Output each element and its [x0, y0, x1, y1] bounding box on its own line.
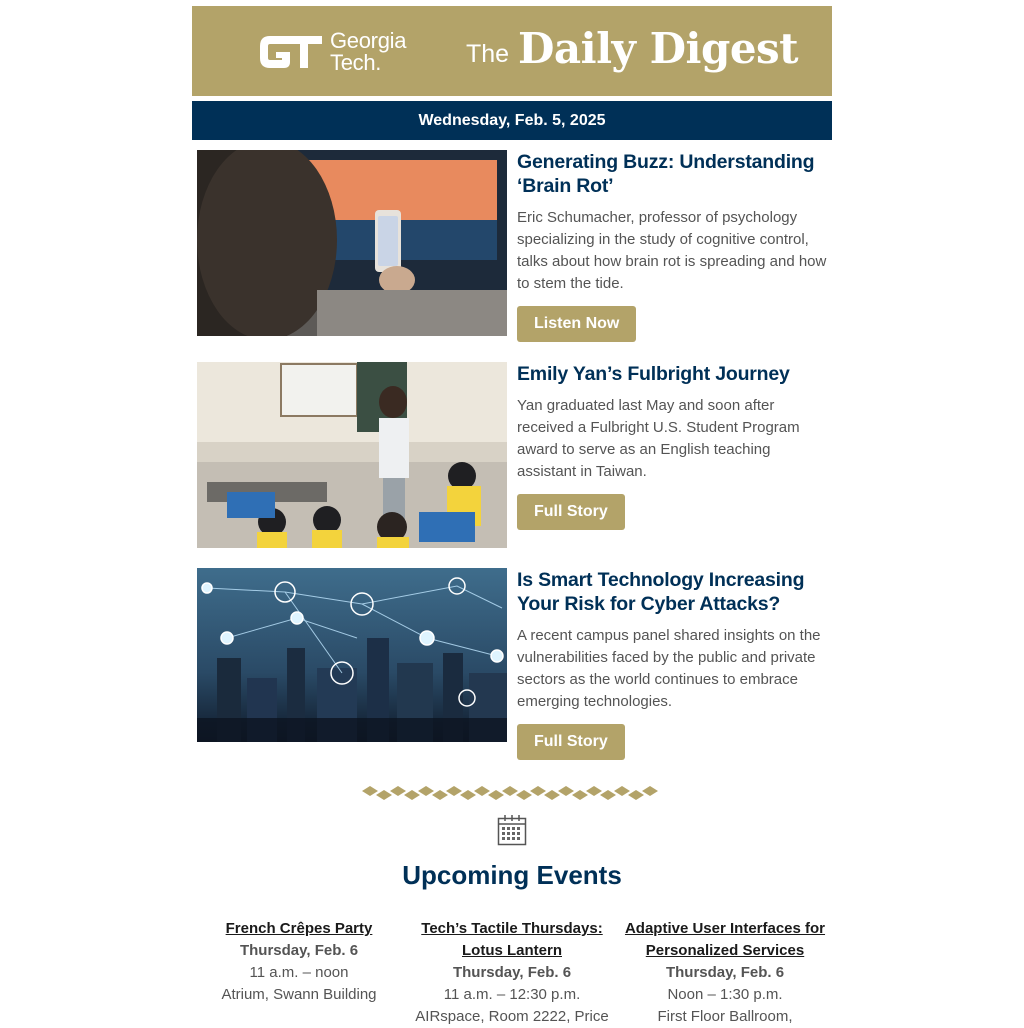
- event-item: [618, 918, 832, 1028]
- classroom-photo[interactable]: [197, 362, 507, 548]
- person-holding-phone-photo[interactable]: [197, 150, 507, 336]
- calendar-icon: [497, 814, 527, 846]
- story-title[interactable]: Generating Buzz: Understanding ‘Brain Rot’: [517, 151, 815, 197]
- listen-now-button[interactable]: Listen Now: [517, 306, 636, 342]
- smart-city-network-photo[interactable]: [197, 568, 507, 742]
- full-story-button[interactable]: Full Story: [517, 724, 625, 760]
- story-text: [517, 150, 827, 342]
- event-item: [192, 918, 406, 1006]
- story-summary: A recent campus panel shared insights on the vulnerabilities faced by the public and private sectors as the world continues to embrace emerging technologies.: [517, 627, 821, 710]
- digest-title: Daily Digest: [518, 24, 799, 73]
- logo-line2: Tech.: [330, 50, 382, 75]
- event-item: [405, 918, 619, 1028]
- story-title[interactable]: Is Smart Technology Increasing Your Risk for Cyber Attacks?: [517, 569, 805, 615]
- digest-prefix: The: [466, 40, 510, 68]
- diamond-divider: [362, 784, 662, 802]
- event-location: First Floor Ballroom,: [657, 1008, 793, 1025]
- newsletter: [192, 6, 832, 1025]
- event-title-link[interactable]: French Crêpes Party: [225, 920, 373, 937]
- story-card: [197, 362, 827, 552]
- story-card: [197, 568, 827, 768]
- event-time: Noon – 1:30 p.m.: [667, 986, 783, 1003]
- event-title-link[interactable]: Adaptive User Interfaces for Personalized Services: [624, 920, 826, 959]
- story-text: [517, 362, 827, 530]
- story-summary: Eric Schumacher, professor of psychology specializing in the study of cognitive control, talks about how brain rot is spreading and how to stem the tide.: [517, 209, 827, 292]
- event-date: Thursday, Feb. 6: [452, 964, 572, 981]
- story-summary: Yan graduated last May and soon after received a Fulbright U.S. Student Program award to serve as an English teaching assistant in Taiwan.: [517, 397, 800, 480]
- date-bar: Wednesday, Feb. 5, 2025: [192, 101, 832, 140]
- event-location: AIRspace, Room 2222, Price: [415, 1008, 609, 1025]
- event-location: Atrium, Swann Building: [221, 986, 377, 1003]
- story-text: [517, 568, 827, 760]
- event-title-link[interactable]: Tech’s Tactile Thursdays: Lotus Lantern: [421, 920, 603, 959]
- gt-monogram-icon: [258, 30, 324, 74]
- masthead: [192, 6, 832, 96]
- story-title[interactable]: Emily Yan’s Fulbright Journey: [517, 363, 790, 385]
- story-card: [197, 150, 827, 350]
- georgia-tech-logo[interactable]: [258, 28, 414, 76]
- event-time: 11 a.m. – 12:30 p.m.: [443, 986, 581, 1003]
- event-date: Thursday, Feb. 6: [239, 942, 359, 959]
- full-story-button[interactable]: Full Story: [517, 494, 625, 530]
- logo-wordmark: [330, 30, 406, 74]
- logo-line1: Georgia: [330, 28, 407, 53]
- event-date: Thursday, Feb. 6: [665, 964, 785, 981]
- event-time: 11 a.m. – noon: [249, 964, 349, 981]
- events-heading: Upcoming Events: [402, 860, 622, 890]
